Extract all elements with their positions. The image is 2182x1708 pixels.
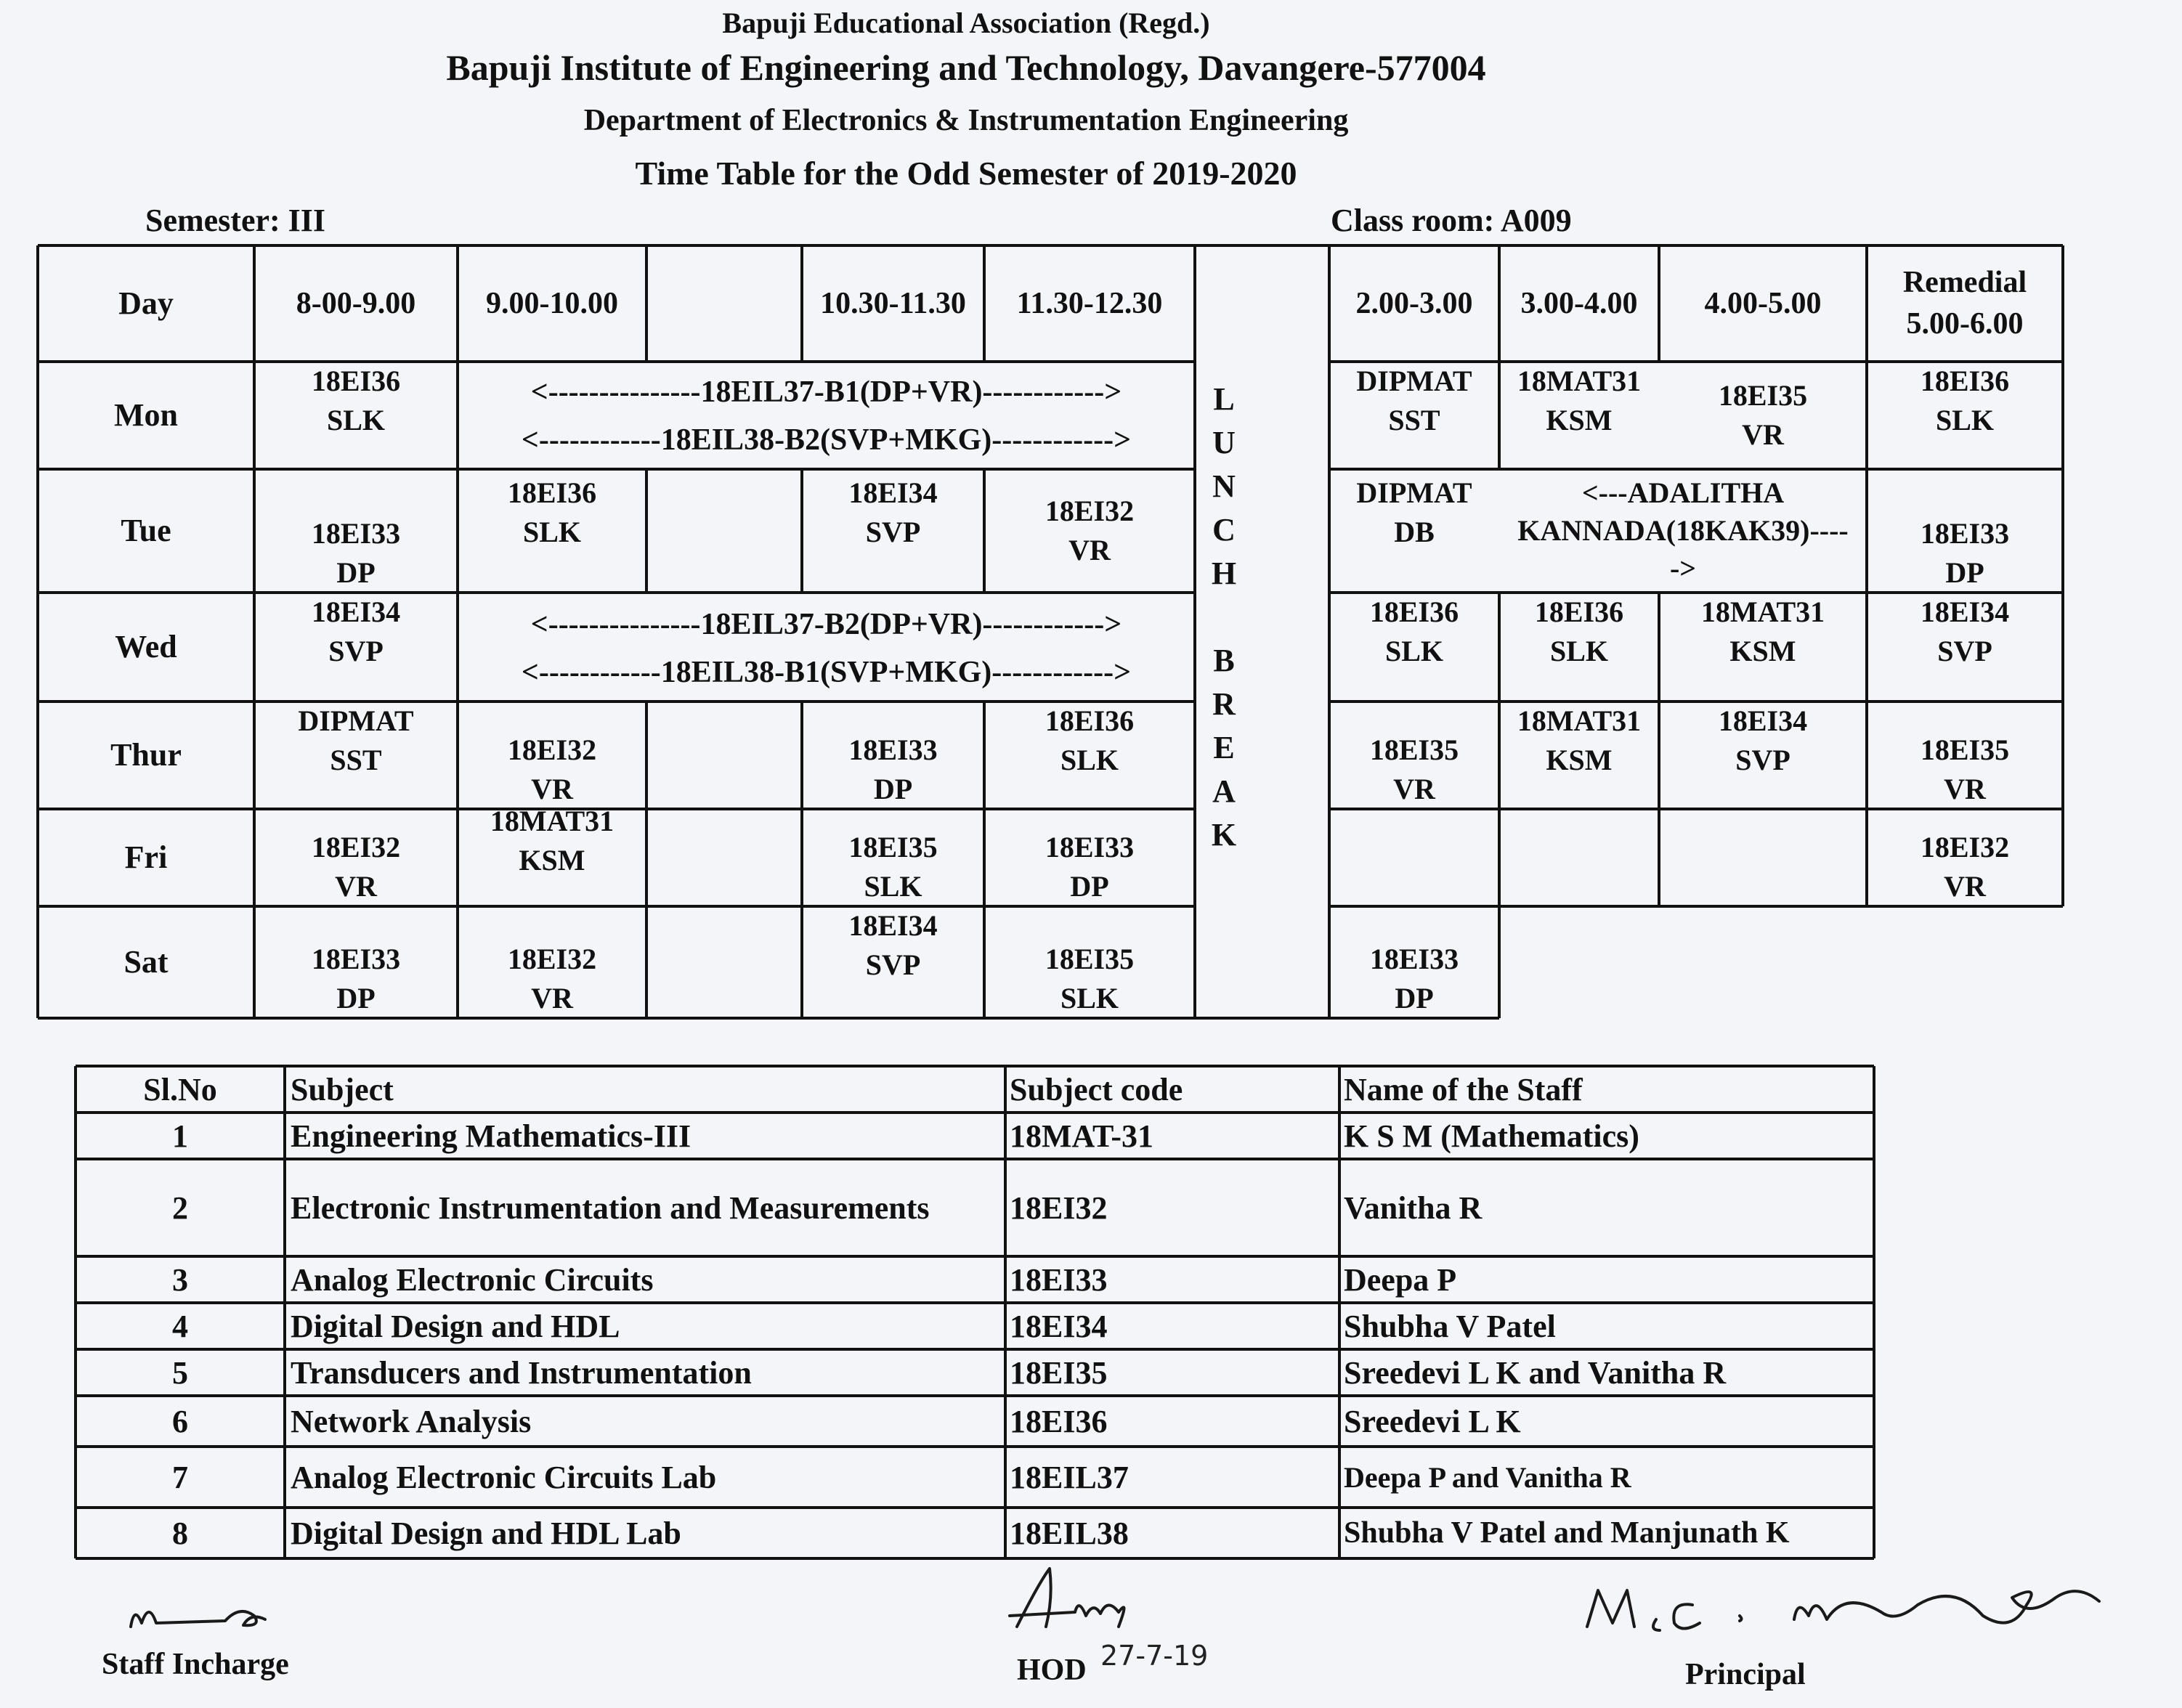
table-row-6-subject: Network Analysis — [291, 1403, 532, 1439]
table-row-5-staff: Sreedevi L K and Vanitha R — [1344, 1354, 1727, 1391]
table-row-8-slno: 8 — [172, 1515, 188, 1551]
table-row-2-subject: Electronic Instrumentation and Measurements — [291, 1190, 930, 1226]
header-remedial: Remedial 5.00-6.00 — [1902, 266, 2027, 341]
tue-slot-2: 18EI36 SLK — [507, 476, 597, 548]
table-row-2-slno: 2 — [172, 1190, 188, 1226]
thu-slot-6: 18MAT31 KSM — [1517, 704, 1642, 776]
thu-slot-3: 18EI33 DP — [848, 733, 938, 805]
sat-slot-5: 18EI33 DP — [1369, 943, 1459, 1014]
table-row-5-code: 18EI35 — [1010, 1354, 1108, 1391]
tue-slot-3: 18EI34 SVP — [848, 476, 938, 548]
tue-remedial: 18EI33 DP — [1920, 517, 2010, 589]
wed-slot-5: 18EI36 SLK — [1369, 595, 1459, 667]
table-row-7-staff: Deepa P and Vanitha R — [1344, 1460, 1631, 1494]
day-mon: Mon — [114, 397, 178, 434]
fri-slot-1: 18EI32 VR — [311, 831, 401, 903]
fri-remedial: 18EI32 VR — [1920, 831, 2010, 903]
table-row-1-slno: 1 — [172, 1118, 188, 1154]
mon-slot-7: 18EI35 VR — [1718, 379, 1808, 451]
thu-slot-1: DIPMAT SST — [298, 704, 414, 776]
hod-label: HOD — [1017, 1654, 1087, 1687]
wed-slot-6: 18EI36 SLK — [1534, 595, 1624, 667]
fri-slot-3: 18EI35 SLK — [848, 831, 938, 903]
fri-slot-4: 18EI33 DP — [1045, 831, 1135, 903]
tue-slot-4: 18EI32 VR — [1045, 495, 1135, 566]
sat-slot-3: 18EI34 SVP — [848, 909, 938, 981]
table-row-7-slno: 7 — [172, 1459, 188, 1495]
table-row-8-code: 18EIL38 — [1010, 1515, 1129, 1551]
sat-slot-1: 18EI33 DP — [311, 943, 401, 1014]
mon-remedial: 18EI36 SLK — [1920, 365, 2010, 436]
day-thu: Thur — [110, 737, 182, 773]
thu-slot-4: 18EI36 SLK — [1045, 704, 1135, 776]
table-row-3-code: 18EI33 — [1010, 1261, 1108, 1298]
lunch-break-label: L U N C H B R E A K — [1211, 381, 1237, 853]
header-slot-4: 11.30-12.30 — [1016, 286, 1163, 320]
semester-label: Semester: III — [145, 203, 326, 238]
header-slot-1: 8-00-9.00 — [296, 286, 416, 320]
table-row-8-subject: Digital Design and HDL Lab — [291, 1515, 681, 1551]
table-row-4-slno: 4 — [172, 1308, 188, 1344]
staff-incharge-label: Staff Incharge — [102, 1648, 289, 1681]
wed-slot-1: 18EI34 SVP — [311, 595, 401, 667]
table-row-8-staff: Shubha V Patel and Manjunath K — [1344, 1516, 1790, 1550]
subject-header-staff: Name of the Staff — [1344, 1071, 1583, 1107]
header-slot-2: 9.00-10.00 — [486, 286, 618, 320]
mon-lab-line-2: <------------18EIL38-B2(SVP+MKG)------------> — [521, 423, 1132, 457]
day-sat: Sat — [123, 944, 169, 980]
subject-header-slno: Sl.No — [143, 1071, 217, 1107]
thu-slot-7: 18EI34 SVP — [1718, 704, 1808, 776]
table-row-7-code: 18EIL37 — [1010, 1459, 1129, 1495]
sat-slot-4: 18EI35 SLK — [1045, 943, 1135, 1014]
day-wed: Wed — [115, 629, 177, 665]
header-slot-5: 2.00-3.00 — [1355, 286, 1473, 320]
table-row-3-staff: Deepa P — [1344, 1261, 1457, 1298]
table-row-5-slno: 5 — [172, 1354, 188, 1391]
subject-header-subject: Subject — [291, 1071, 394, 1107]
subject-header-code: Subject code — [1010, 1071, 1183, 1107]
table-row-4-subject: Digital Design and HDL — [291, 1308, 620, 1344]
header-break — [646, 245, 802, 362]
table-row-2-code: 18EI32 — [1010, 1190, 1108, 1226]
header-slot-7: 4.00-5.00 — [1704, 286, 1822, 320]
table-row-1-code: 18MAT-31 — [1010, 1118, 1153, 1154]
mon-slot-1: 18EI36 SLK — [311, 365, 401, 436]
thu-slot-2: 18EI32 VR — [507, 733, 597, 805]
day-fri: Fri — [124, 839, 168, 876]
principal-label: Principal — [1685, 1658, 1806, 1691]
thu-slot-5: 18EI35 VR — [1369, 733, 1459, 805]
tue-slot-1: 18EI33 DP — [311, 517, 401, 589]
association-name: Bapuji Educational Association (Regd.) — [722, 7, 1210, 39]
mon-slot-5: DIPMAT SST — [1356, 365, 1472, 436]
tue-slot-6-7: <---ADALITHA KANNADA(18KAK39)---- -> — [1517, 476, 1849, 585]
table-row-3-slno: 3 — [172, 1261, 188, 1298]
table-row-2-staff: Vanitha R — [1344, 1190, 1483, 1226]
table-row-1-subject: Engineering Mathematics-III — [291, 1118, 691, 1154]
department-name: Department of Electronics & Instrumentation Engineering — [583, 104, 1349, 137]
fri-slot-2: 18MAT31 KSM — [490, 805, 615, 877]
tue-slot-5: DIPMAT DB — [1356, 476, 1472, 548]
hod-signature — [995, 1554, 1184, 1648]
thu-remedial: 18EI35 VR — [1920, 733, 2010, 805]
table-row-6-code: 18EI36 — [1010, 1403, 1108, 1439]
sat-slot-2: 18EI32 VR — [507, 943, 597, 1014]
document-title: Time Table for the Odd Semester of 2019-2020 — [635, 155, 1297, 192]
header-day: Day — [118, 285, 174, 322]
table-row-6-staff: Sreedevi L K — [1344, 1403, 1521, 1439]
table-row-4-staff: Shubha V Patel — [1344, 1308, 1556, 1344]
principal-signature — [1576, 1561, 2121, 1663]
wed-lab-line-2: <------------18EIL38-B1(SVP+MKG)------------> — [521, 655, 1132, 689]
staff-incharge-signature — [116, 1590, 305, 1648]
header-slot-3: 10.30-11.30 — [820, 286, 966, 320]
wed-slot-7: 18MAT31 KSM — [1700, 595, 1825, 667]
table-row-3-subject: Analog Electronic Circuits — [291, 1261, 654, 1298]
table-row-6-slno: 6 — [172, 1403, 188, 1439]
header-slot-6: 3.00-4.00 — [1520, 286, 1638, 320]
table-row-5-subject: Transducers and Instrumentation — [291, 1354, 752, 1391]
table-row-1-staff: K S M (Mathematics) — [1344, 1118, 1639, 1154]
wed-remedial: 18EI34 SVP — [1920, 595, 2010, 667]
mon-lab-line-1: <---------------18EIL37-B1(DP+VR)------------> — [530, 375, 1122, 409]
mon-slot-6: 18MAT31 KSM — [1517, 365, 1642, 436]
institute-name: Bapuji Institute of Engineering and Technology, Davangere-577004 — [446, 47, 1486, 88]
hod-date: 27-7-19 — [1100, 1640, 1209, 1672]
table-row-4-code: 18EI34 — [1010, 1308, 1108, 1344]
wed-lab-line-1: <---------------18EIL37-B2(DP+VR)------------> — [530, 607, 1122, 641]
classroom-label: Class room: A009 — [1331, 203, 1572, 238]
table-row-7-subject: Analog Electronic Circuits Lab — [291, 1459, 717, 1495]
day-tue: Tue — [121, 513, 171, 549]
